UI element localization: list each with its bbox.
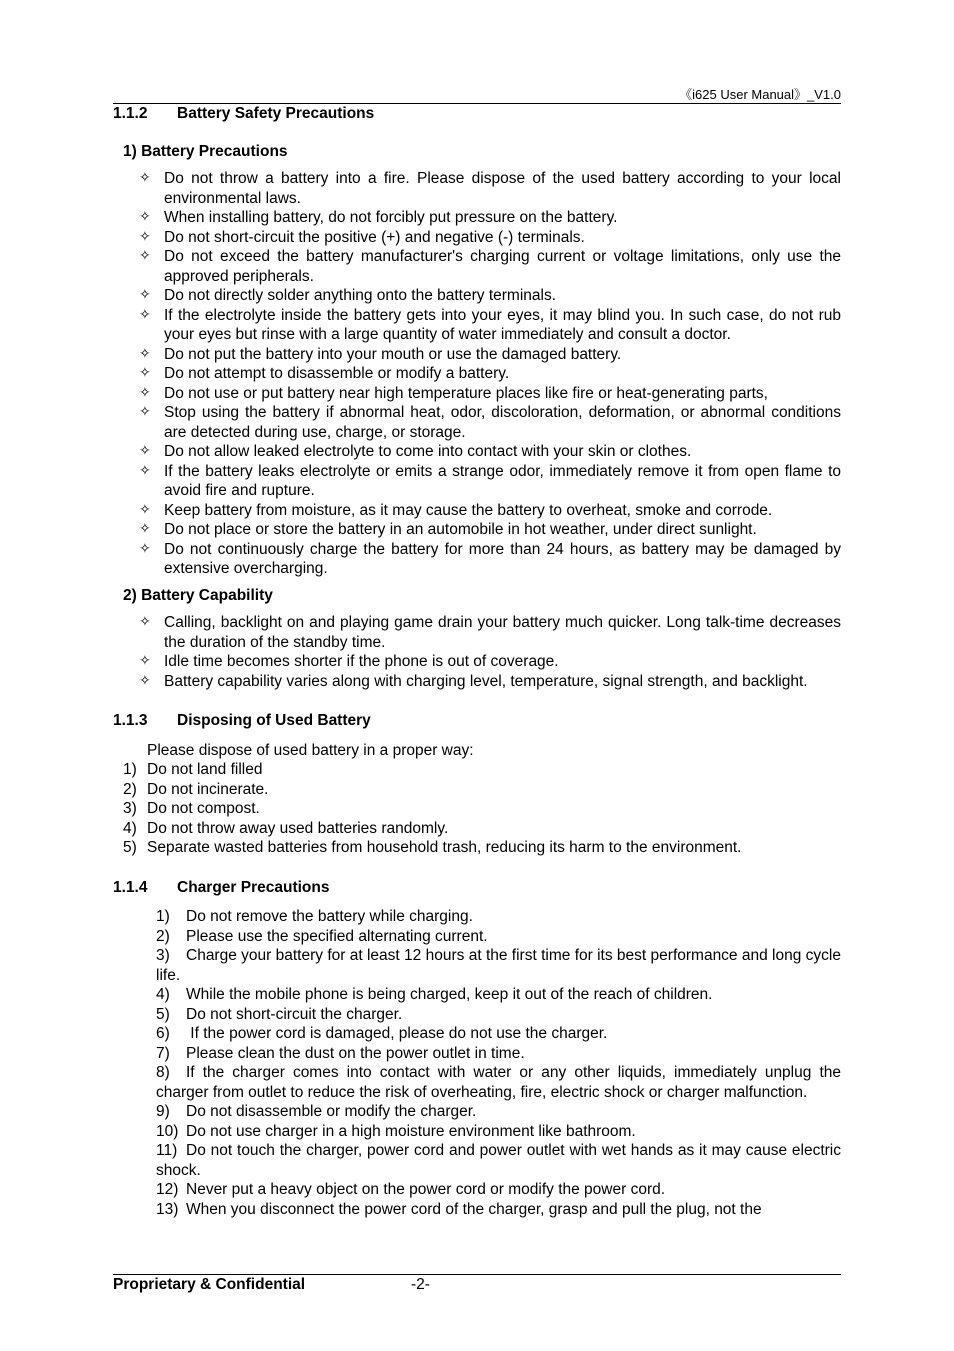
item-text: If the charger comes into contact with water or any other liquids, immediately unplug the charger from outlet to reduce the risk of overheating, fire, electric shock or charger malfunction.: [156, 1064, 841, 1101]
item-text: Charge your battery for at least 12 hours at the first time for its best performance and long cycle life.: [156, 947, 841, 984]
star-bullet-icon: ✧: [139, 365, 151, 381]
section-title: Disposing of Used Battery: [177, 712, 371, 729]
star-bullet-icon: ✧: [139, 170, 151, 186]
page-content: [113, 104, 841, 1219]
item-number: 2): [156, 927, 170, 945]
item-text: Do not land filled: [147, 761, 263, 778]
bullet-item: [113, 462, 841, 501]
bullet-item: [113, 442, 841, 462]
bullet-item: [113, 286, 841, 306]
bullet-text: Do not short-circuit the positive (+) and negative (-) terminals.: [164, 228, 585, 246]
bullet-text: If the electrolyte inside the battery gets into your eyes, it may blind you. In such case, do not rub your eyes but rinse with a large quantity of water immediately and consult a doctor.: [164, 306, 841, 343]
list-item: [113, 985, 841, 1005]
list-item: [113, 1122, 841, 1142]
bullet-text: Calling, backlight on and playing game drain your battery much quicker. Long talk-time decreases the duration of the standby time.: [164, 614, 841, 651]
disposal-intro: Please dispose of used battery in a proper way:: [147, 741, 474, 759]
star-bullet-icon: ✧: [139, 521, 151, 537]
bullet-text: Do not put the battery into your mouth or use the damaged battery.: [164, 345, 622, 363]
item-number: 5): [123, 839, 137, 856]
list-item: [113, 1102, 841, 1122]
bullet-item: [113, 228, 841, 248]
item-number: 10): [156, 1122, 179, 1140]
bullet-item: [113, 540, 841, 579]
bullet-text: Do not directly solder anything onto the battery terminals.: [164, 287, 557, 304]
star-bullet-icon: ✧: [139, 209, 151, 225]
item-number: 6): [156, 1025, 170, 1042]
star-bullet-icon: ✧: [139, 462, 151, 479]
item-text: Do not use charger in a high moisture environment like bathroom.: [186, 1122, 636, 1140]
bullet-text: Stop using the battery if abnormal heat, odor, discoloration, deformation, or abnormal conditions are detected during use, charge, or storage.: [164, 404, 841, 441]
header-title: 《i625 User Manual》_V1.0: [679, 87, 841, 102]
star-bullet-icon: ✧: [139, 306, 151, 323]
bullet-item: [113, 345, 841, 365]
item-number: 11): [156, 1142, 178, 1159]
list-item: [113, 1200, 841, 1220]
list-item: [113, 1063, 841, 1102]
section-title: Battery Safety Precautions: [177, 105, 375, 122]
star-bullet-icon: ✧: [139, 287, 151, 303]
section-heading-113: [113, 711, 841, 731]
list-item: [113, 838, 841, 858]
list-item: [113, 760, 841, 780]
list-item: [113, 927, 841, 947]
item-text: Do not incinerate.: [147, 780, 269, 798]
section-title: Charger Precautions: [177, 878, 330, 896]
bullet-text: Battery capability varies along with charging level, temperature, signal strength, and backlight.: [164, 672, 808, 690]
list-item: [113, 780, 841, 800]
item-text: If the power cord is damaged, please do not use the charger.: [186, 1025, 608, 1042]
star-bullet-icon: ✧: [139, 540, 151, 557]
item-number: 12): [156, 1181, 179, 1198]
disposal-list: [113, 760, 841, 858]
section-number: 1.1.3: [113, 712, 148, 729]
list-item: [113, 907, 841, 927]
section-heading-112: [113, 104, 841, 124]
item-number: 1): [156, 908, 170, 925]
star-bullet-icon: ✧: [139, 248, 151, 264]
item-number: 3): [156, 947, 170, 964]
bullet-item: [113, 520, 841, 540]
bullet-item: [113, 247, 841, 286]
section-heading-114: [113, 878, 841, 898]
star-bullet-icon: ✧: [139, 614, 151, 630]
item-text: Never put a heavy object on the power cord or modify the power cord.: [186, 1181, 666, 1198]
bullet-item: [113, 384, 841, 404]
star-bullet-icon: ✧: [139, 345, 151, 362]
star-bullet-icon: ✧: [139, 443, 151, 459]
item-text: Do not short-circuit the charger.: [186, 1005, 403, 1023]
section-number: 1.1.4: [113, 878, 148, 896]
item-number: 4): [156, 986, 170, 1003]
page-number: -2-: [411, 1276, 430, 1293]
list-item: [113, 1180, 841, 1200]
bullet-text: Do not allow leaked electrolyte to come into contact with your skin or clothes.: [164, 443, 692, 460]
bullet-item: [113, 208, 841, 228]
item-number: 4): [123, 819, 137, 837]
bullet-item: [113, 306, 841, 345]
list-item: [113, 799, 841, 819]
subheading-battery-capability: 2) Battery Capability: [123, 586, 273, 604]
bullet-text: Do not exceed the battery manufacturer's charging current or voltage limitations, only use the approved peripherals.: [164, 248, 841, 285]
bullet-item: [113, 652, 841, 672]
subheading-battery-precautions: 1) Battery Precautions: [123, 142, 288, 160]
bullet-text: If the battery leaks electrolyte or emits a strange odor, immediately remove it from open flame to avoid fire and rupture.: [164, 462, 841, 499]
item-text: Separate wasted batteries from household trash, reducing its harm to the environment.: [147, 839, 742, 856]
item-number: 2): [123, 780, 137, 798]
bullet-text: Do not place or store the battery in an automobile in hot weather, under direct sunlight.: [164, 521, 757, 538]
bullet-text: Do not use or put battery near high temperature places like fire or heat-generating parts,: [164, 384, 768, 402]
item-text: Please use the specified alternating current.: [186, 927, 488, 945]
list-item: [113, 1141, 841, 1180]
bullet-item: [113, 672, 841, 692]
item-text: Do not touch the charger, power cord and power outlet with wet hands as it may cause electric shock.: [156, 1142, 841, 1179]
item-text: Do not throw away used batteries randomly.: [147, 819, 449, 837]
list-item: [113, 1005, 841, 1025]
footer-rule: [113, 1274, 841, 1275]
star-bullet-icon: ✧: [139, 384, 151, 401]
item-number: 3): [123, 800, 137, 817]
item-text: When you disconnect the power cord of the charger, grasp and pull the plug, not the: [186, 1200, 762, 1218]
bullet-item: [113, 613, 841, 652]
star-bullet-icon: ✧: [139, 501, 151, 518]
list-item: [113, 1044, 841, 1064]
bullet-text: Keep battery from moisture, as it may cause the battery to overheat, smoke and corrode.: [164, 501, 773, 519]
star-bullet-icon: ✧: [139, 404, 151, 420]
bullet-text: Idle time becomes shorter if the phone is out of coverage.: [164, 653, 559, 670]
bullet-item: [113, 169, 841, 208]
star-bullet-icon: ✧: [139, 653, 151, 669]
bullet-text: Do not attempt to disassemble or modify a battery.: [164, 365, 510, 382]
section-number: 1.1.2: [113, 105, 148, 122]
bullet-text: Do not throw a battery into a fire. Please dispose of the used battery according to your local environmental laws.: [164, 170, 841, 207]
item-number: 1): [123, 761, 137, 778]
list-item: [113, 1024, 841, 1044]
item-text: Do not remove the battery while charging.: [186, 908, 473, 925]
battery-precautions-list: [113, 169, 841, 579]
footer-confidential: Proprietary & Confidential: [113, 1276, 306, 1293]
charger-precautions-list: [113, 907, 841, 1219]
battery-capability-list: [113, 613, 841, 691]
item-text: Do not disassemble or modify the charger.: [186, 1103, 477, 1120]
bullet-text: When installing battery, do not forcibly put pressure on the battery.: [164, 209, 618, 226]
bullet-item: [113, 364, 841, 384]
list-item: [113, 819, 841, 839]
item-text: Please clean the dust on the power outlet in time.: [186, 1044, 525, 1062]
star-bullet-icon: ✧: [139, 228, 151, 245]
item-number: 9): [156, 1103, 170, 1120]
bullet-text: Do not continuously charge the battery for more than 24 hours, as battery may be damaged by extensive overcharging.: [164, 540, 841, 577]
item-number: 5): [156, 1005, 170, 1023]
list-item: [113, 946, 841, 985]
item-number: 7): [156, 1044, 170, 1062]
bullet-item: [113, 501, 841, 521]
item-text: Do not compost.: [147, 800, 260, 817]
item-text: While the mobile phone is being charged, keep it out of the reach of children.: [186, 986, 713, 1003]
star-bullet-icon: ✧: [139, 672, 151, 689]
bullet-item: [113, 403, 841, 442]
item-number: 13): [156, 1200, 179, 1218]
item-number: 8): [156, 1064, 170, 1081]
